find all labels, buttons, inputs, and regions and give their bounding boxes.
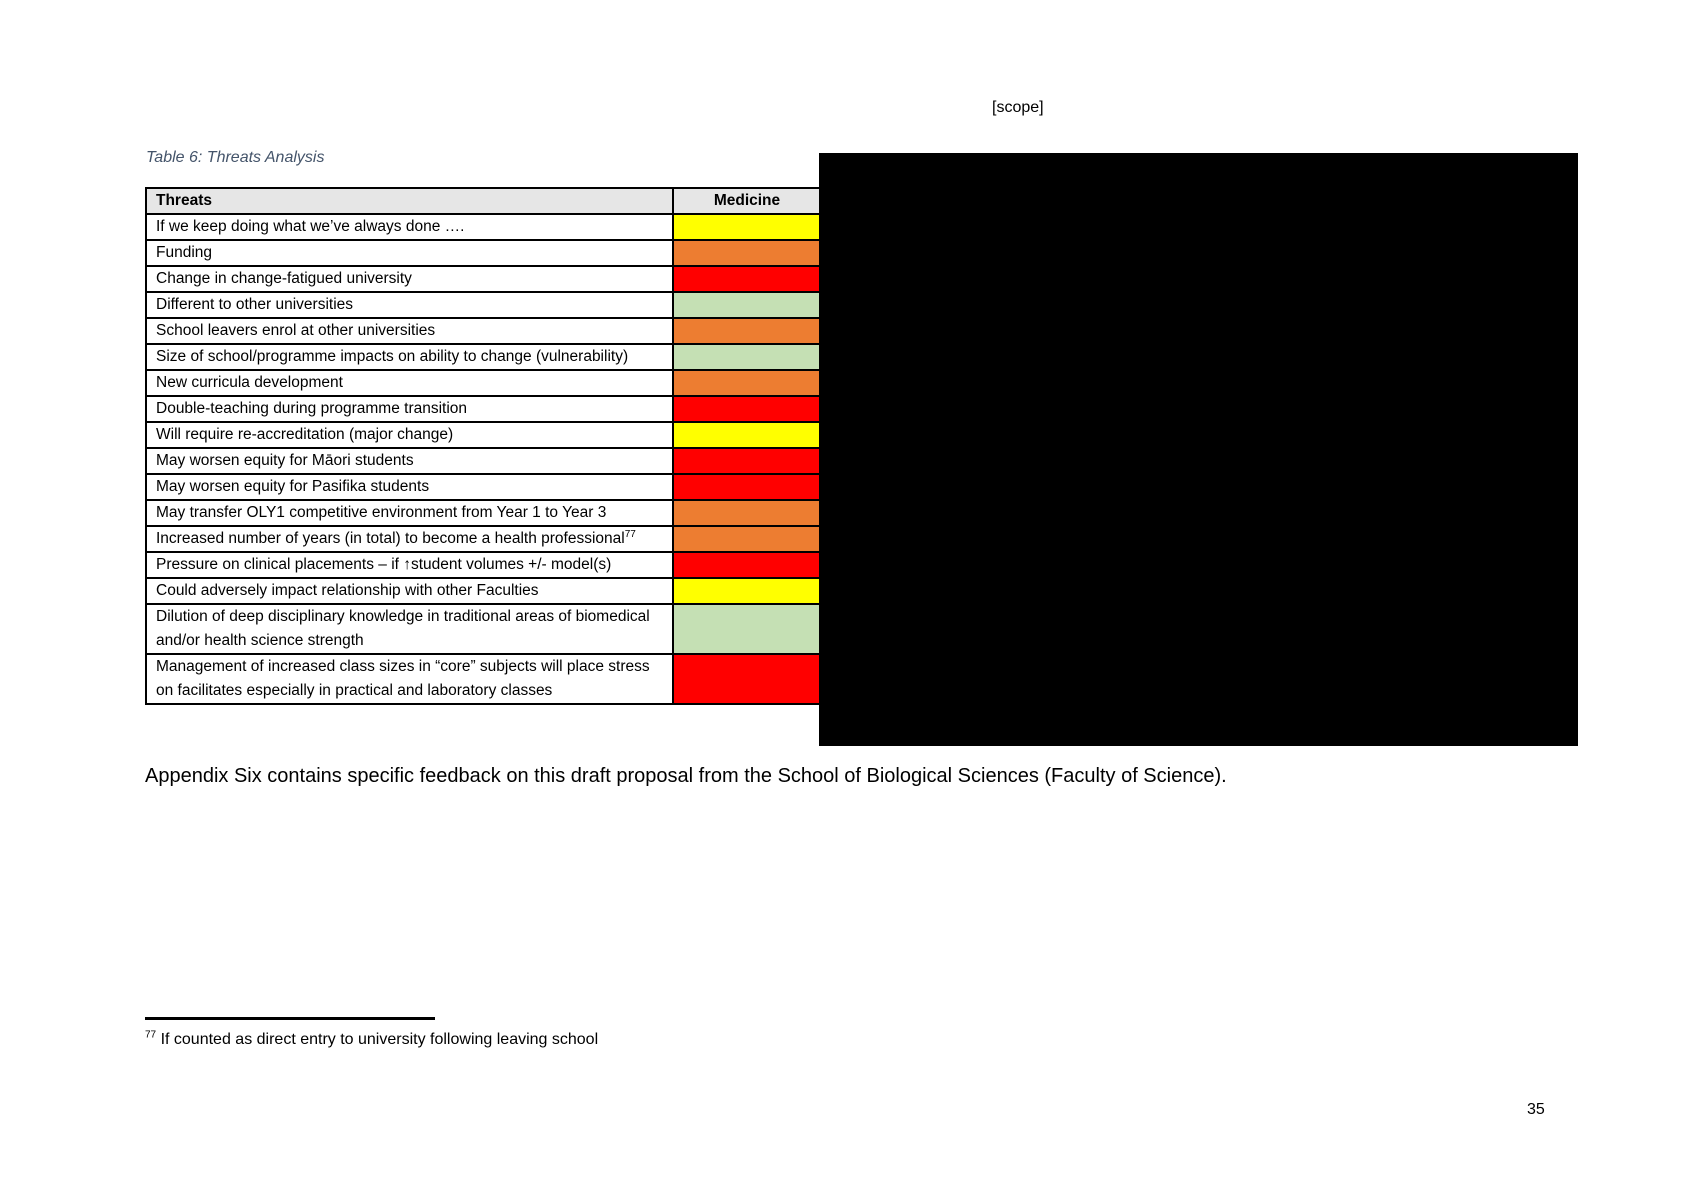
threats-table [145, 187, 822, 705]
table-row [146, 552, 821, 578]
medicine-rating-cell [673, 578, 821, 604]
medicine-rating-cell [673, 604, 821, 654]
medicine-rating-cell [673, 552, 821, 578]
threat-text: Double-teaching during programme transition [156, 400, 468, 417]
threat-label [146, 578, 673, 604]
medicine-rating-cell [673, 422, 821, 448]
medicine-rating-cell [673, 344, 821, 370]
medicine-rating-cell [673, 214, 821, 240]
threat-label [146, 604, 673, 654]
medicine-rating-cell [673, 500, 821, 526]
medicine-rating-cell [673, 266, 821, 292]
table-row [146, 370, 821, 396]
threat-label [146, 552, 673, 578]
medicine-rating-cell [673, 448, 821, 474]
threat-label [146, 266, 673, 292]
threat-label [146, 292, 673, 318]
table-row [146, 654, 821, 704]
medicine-rating-cell [673, 318, 821, 344]
footnote-text: If counted as direct entry to university following leaving school [156, 1031, 599, 1048]
table-row [146, 214, 821, 240]
threat-label [146, 318, 673, 344]
table-row [146, 604, 821, 654]
threat-text: May transfer OLY1 competitive environment from Year 1 to Year 3 [156, 504, 607, 521]
medicine-rating-cell [673, 526, 821, 552]
table-caption: Table 6: Threats Analysis [146, 149, 325, 166]
table-row [146, 318, 821, 344]
medicine-rating-cell [673, 396, 821, 422]
page-number: 35 [1527, 1101, 1545, 1118]
threat-label [146, 396, 673, 422]
threat-label [146, 422, 673, 448]
medicine-rating-cell [673, 654, 821, 704]
threat-label [146, 500, 673, 526]
footnote-reference: 77 [624, 528, 636, 540]
table-body [146, 214, 821, 704]
threat-text: Size of school/programme impacts on ability to change (vulnerability) [156, 348, 629, 365]
threat-text: Change in change-fatigued university [156, 270, 412, 287]
threat-text: Management of increased class sizes in “core” subjects will place stress on facilitates especially in practical and laboratory classes [156, 658, 650, 699]
threat-text: May worsen equity for Māori students [156, 452, 414, 469]
table-row [146, 526, 821, 552]
threat-label [146, 526, 673, 552]
table-row [146, 344, 821, 370]
table-row [146, 396, 821, 422]
table-row [146, 266, 821, 292]
redaction-block [819, 153, 1578, 746]
table-row [146, 578, 821, 604]
footnote-number: 77 [145, 1029, 157, 1041]
table-row [146, 422, 821, 448]
threat-text: Funding [156, 244, 213, 261]
threat-text: Pressure on clinical placements – if ↑student volumes +/- model(s) [156, 556, 612, 573]
threat-label [146, 370, 673, 396]
scope-label: [scope] [992, 99, 1044, 116]
medicine-rating-cell [673, 240, 821, 266]
threat-label [146, 344, 673, 370]
footnote [145, 1030, 598, 1050]
threat-text: Could adversely impact relationship with other Faculties [156, 582, 539, 599]
threat-label [146, 474, 673, 500]
threat-text: School leavers enrol at other universities [156, 322, 436, 339]
table-row [146, 292, 821, 318]
column-header-medicine: Medicine [673, 188, 821, 214]
table-row [146, 448, 821, 474]
threat-label [146, 240, 673, 266]
table-header-row [146, 188, 821, 214]
table-row [146, 240, 821, 266]
table-row [146, 500, 821, 526]
medicine-rating-cell [673, 474, 821, 500]
threat-label [146, 214, 673, 240]
threat-label [146, 448, 673, 474]
threat-text: If we keep doing what we’ve always done …. [156, 218, 465, 235]
threat-label [146, 654, 673, 704]
threat-text: Will require re-accreditation (major change) [156, 426, 454, 443]
threat-text: Increased number of years (in total) to become a health professional [156, 530, 625, 547]
threat-text: Different to other universities [156, 296, 354, 313]
threat-text: May worsen equity for Pasifika students [156, 478, 430, 495]
medicine-rating-cell [673, 370, 821, 396]
threat-text: New curricula development [156, 374, 343, 391]
appendix-paragraph: Appendix Six contains specific feedback on this draft proposal from the School of Biological Sciences (Faculty of Science). [145, 765, 1227, 787]
threat-text: Dilution of deep disciplinary knowledge in traditional areas of biomedical and/or health science strength [156, 608, 650, 649]
footnote-separator [145, 1017, 435, 1020]
medicine-rating-cell [673, 292, 821, 318]
column-header-threats: Threats [146, 188, 673, 214]
table-row [146, 474, 821, 500]
